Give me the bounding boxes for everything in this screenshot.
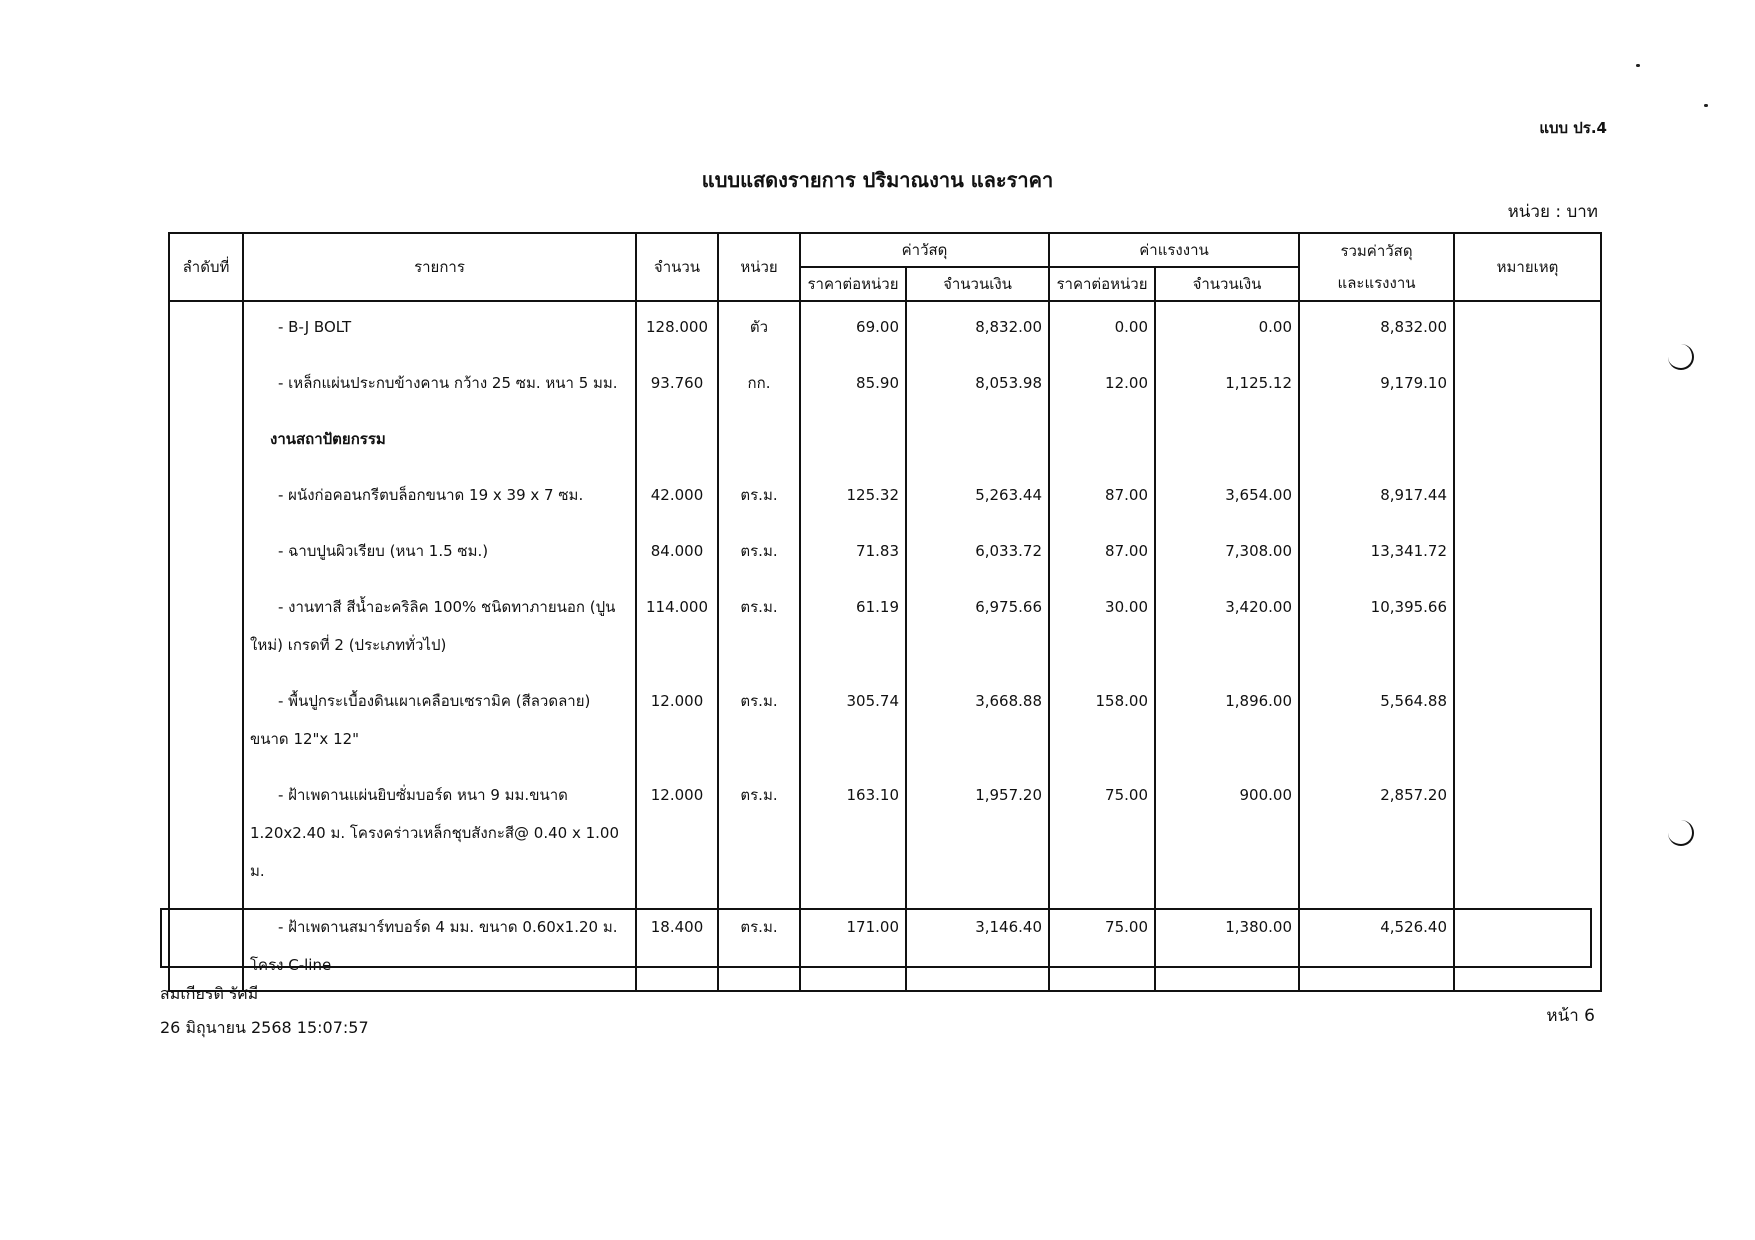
row-total: 8,832.00 bbox=[1299, 301, 1454, 352]
row-labor-amount: 1,380.00 bbox=[1155, 896, 1299, 991]
row-material-unit-price: 71.83 bbox=[800, 520, 906, 576]
section-row bbox=[169, 408, 1601, 464]
scan-speck bbox=[1636, 64, 1640, 67]
row-remark bbox=[1454, 670, 1601, 764]
row-material-unit-price: 125.32 bbox=[800, 464, 906, 520]
row-item: - B-J BOLT bbox=[243, 301, 636, 352]
row-item: - ผนังก่อคอนกรีตบล็อกขนาด 19 x 39 x 7 ซม. bbox=[243, 464, 636, 520]
row-material-amount: 5,263.44 bbox=[906, 464, 1049, 520]
header-remark: หมายเหตุ bbox=[1454, 233, 1601, 301]
row-item: - ฉาบปูนผิวเรียบ (หนา 1.5 ซม.) bbox=[243, 520, 636, 576]
table-row bbox=[169, 764, 1601, 896]
header-material-unit-price: ราคาต่อหน่วย bbox=[800, 267, 906, 301]
header-unit: หน่วย bbox=[718, 233, 800, 301]
bill-of-quantities-table bbox=[168, 232, 1602, 992]
row-labor-amount: 0.00 bbox=[1155, 301, 1299, 352]
row-labor-amount: 7,308.00 bbox=[1155, 520, 1299, 576]
row-unit: ตร.ม. bbox=[718, 764, 800, 896]
row-material-amount: 8,053.98 bbox=[906, 352, 1049, 408]
row-remark bbox=[1454, 352, 1601, 408]
row-remark bbox=[1454, 576, 1601, 670]
row-no bbox=[169, 464, 243, 520]
row-no bbox=[169, 301, 243, 352]
currency-unit-note: หน่วย : บาท bbox=[1507, 202, 1598, 222]
row-item: - ฝ้าเพดานสมาร์ทบอร์ด 4 มม. ขนาด 0.60x1.20 ม. โครง C-line bbox=[243, 896, 636, 991]
table-footer-box bbox=[160, 908, 1592, 968]
row-unit: ตร.ม. bbox=[718, 896, 800, 991]
row-material-unit-price: 61.19 bbox=[800, 576, 906, 670]
row-total: 2,857.20 bbox=[1299, 764, 1454, 896]
table-row bbox=[169, 576, 1601, 670]
row-total: 5,564.88 bbox=[1299, 670, 1454, 764]
row-material-amount: 6,033.72 bbox=[906, 520, 1049, 576]
row-labor-amount: 1,896.00 bbox=[1155, 670, 1299, 764]
header-total-line1: รวมค่าวัสดุ bbox=[1340, 242, 1413, 260]
row-material-unit-price: 305.74 bbox=[800, 670, 906, 764]
row-unit: ตร.ม. bbox=[718, 464, 800, 520]
row-material-amount: 1,957.20 bbox=[906, 764, 1049, 896]
row-unit bbox=[718, 408, 800, 464]
table-row bbox=[169, 464, 1601, 520]
row-remark bbox=[1454, 764, 1601, 896]
row-material-amount: 3,146.40 bbox=[906, 896, 1049, 991]
row-unit: ตร.ม. bbox=[718, 670, 800, 764]
table-row bbox=[169, 670, 1601, 764]
row-labor-unit-price: 0.00 bbox=[1049, 301, 1155, 352]
header-material-amount: จำนวนเงิน bbox=[906, 267, 1049, 301]
header-material: ค่าวัสดุ bbox=[800, 233, 1049, 267]
header-no: ลำดับที่ bbox=[169, 233, 243, 301]
header-labor-amount: จำนวนเงิน bbox=[1155, 267, 1299, 301]
row-no bbox=[169, 408, 243, 464]
row-material-unit-price: 171.00 bbox=[800, 896, 906, 991]
row-qty: 84.000 bbox=[636, 520, 718, 576]
row-material-unit-price bbox=[800, 408, 906, 464]
row-no bbox=[169, 352, 243, 408]
header-labor-unit-price: ราคาต่อหน่วย bbox=[1049, 267, 1155, 301]
row-qty: 114.000 bbox=[636, 576, 718, 670]
header-labor: ค่าแรงงาน bbox=[1049, 233, 1299, 267]
row-qty: 93.760 bbox=[636, 352, 718, 408]
header-item: รายการ bbox=[243, 233, 636, 301]
row-material-unit-price: 85.90 bbox=[800, 352, 906, 408]
row-unit: กก. bbox=[718, 352, 800, 408]
scan-speck bbox=[1704, 104, 1708, 107]
row-qty: 18.400 bbox=[636, 896, 718, 991]
row-total: 8,917.44 bbox=[1299, 464, 1454, 520]
row-item: - พื้นปูกระเบื้องดินเผาเคลือบเซรามิค (สีลวดลาย) ขนาด 12"x 12" bbox=[243, 670, 636, 764]
row-remark bbox=[1454, 520, 1601, 576]
table-row bbox=[169, 520, 1601, 576]
row-remark bbox=[1454, 464, 1601, 520]
row-qty bbox=[636, 408, 718, 464]
print-timestamp: 26 มิถุนายน 2568 15:07:57 bbox=[160, 1018, 369, 1037]
row-no bbox=[169, 764, 243, 896]
table-body bbox=[169, 301, 1601, 991]
row-material-amount: 3,668.88 bbox=[906, 670, 1049, 764]
row-unit: ตร.ม. bbox=[718, 520, 800, 576]
scan-mark bbox=[1668, 820, 1694, 846]
row-labor-unit-price bbox=[1049, 408, 1155, 464]
row-item: - เหล็กแผ่นประกบข้างคาน กว้าง 25 ซม. หนา 5 มม. bbox=[243, 352, 636, 408]
row-material-amount bbox=[906, 408, 1049, 464]
row-material-amount: 6,975.66 bbox=[906, 576, 1049, 670]
row-labor-unit-price: 75.00 bbox=[1049, 764, 1155, 896]
section-heading: งานสถาปัตยกรรม bbox=[243, 408, 636, 464]
row-labor-unit-price: 158.00 bbox=[1049, 670, 1155, 764]
row-labor-unit-price: 12.00 bbox=[1049, 352, 1155, 408]
header-qty: จำนวน bbox=[636, 233, 718, 301]
row-no bbox=[169, 576, 243, 670]
row-remark bbox=[1454, 408, 1601, 464]
row-qty: 128.000 bbox=[636, 301, 718, 352]
row-remark bbox=[1454, 301, 1601, 352]
row-total: 10,395.66 bbox=[1299, 576, 1454, 670]
row-no bbox=[169, 670, 243, 764]
row-item: - งานทาสี สีน้ำอะคริลิค 100% ชนิดทาภายนอก (ปูนใหม่) เกรดที่ 2 (ประเภททั่วไป) bbox=[243, 576, 636, 670]
row-qty: 42.000 bbox=[636, 464, 718, 520]
row-material-unit-price: 69.00 bbox=[800, 301, 906, 352]
page-number: หน้า 6 bbox=[1546, 1006, 1595, 1026]
row-total bbox=[1299, 408, 1454, 464]
row-labor-amount: 3,420.00 bbox=[1155, 576, 1299, 670]
row-total: 9,179.10 bbox=[1299, 352, 1454, 408]
row-qty: 12.000 bbox=[636, 670, 718, 764]
row-unit: ตัว bbox=[718, 301, 800, 352]
row-labor-amount: 900.00 bbox=[1155, 764, 1299, 896]
row-labor-unit-price: 30.00 bbox=[1049, 576, 1155, 670]
row-no bbox=[169, 520, 243, 576]
scan-mark bbox=[1668, 344, 1694, 370]
document-title: แบบแสดงรายการ ปริมาณงาน และราคา bbox=[701, 168, 1054, 192]
row-labor-unit-price: 87.00 bbox=[1049, 520, 1155, 576]
author-name: สมเกียรติ รัศมี bbox=[160, 984, 259, 1003]
row-labor-amount: 1,125.12 bbox=[1155, 352, 1299, 408]
table-row bbox=[169, 301, 1601, 352]
table-row bbox=[169, 352, 1601, 408]
row-unit: ตร.ม. bbox=[718, 576, 800, 670]
row-item: - ฝ้าเพดานแผ่นยิบซั่มบอร์ด หนา 9 มม.ขนาด 1.20x2.40 ม. โครงคร่าวเหล็กชุบสังกะสี@ 0.40 x 1.00 ม. bbox=[243, 764, 636, 896]
row-labor-unit-price: 75.00 bbox=[1049, 896, 1155, 991]
table-header bbox=[169, 233, 1601, 301]
row-material-unit-price: 163.10 bbox=[800, 764, 906, 896]
header-total bbox=[1299, 233, 1454, 301]
row-material-amount: 8,832.00 bbox=[906, 301, 1049, 352]
row-total: 13,341.72 bbox=[1299, 520, 1454, 576]
form-code: แบบ ปร.4 bbox=[1539, 119, 1607, 137]
row-total: 4,526.40 bbox=[1299, 896, 1454, 991]
header-total-line2: และแรงงาน bbox=[1337, 274, 1416, 292]
row-labor-amount: 3,654.00 bbox=[1155, 464, 1299, 520]
row-labor-amount bbox=[1155, 408, 1299, 464]
row-labor-unit-price: 87.00 bbox=[1049, 464, 1155, 520]
row-qty: 12.000 bbox=[636, 764, 718, 896]
